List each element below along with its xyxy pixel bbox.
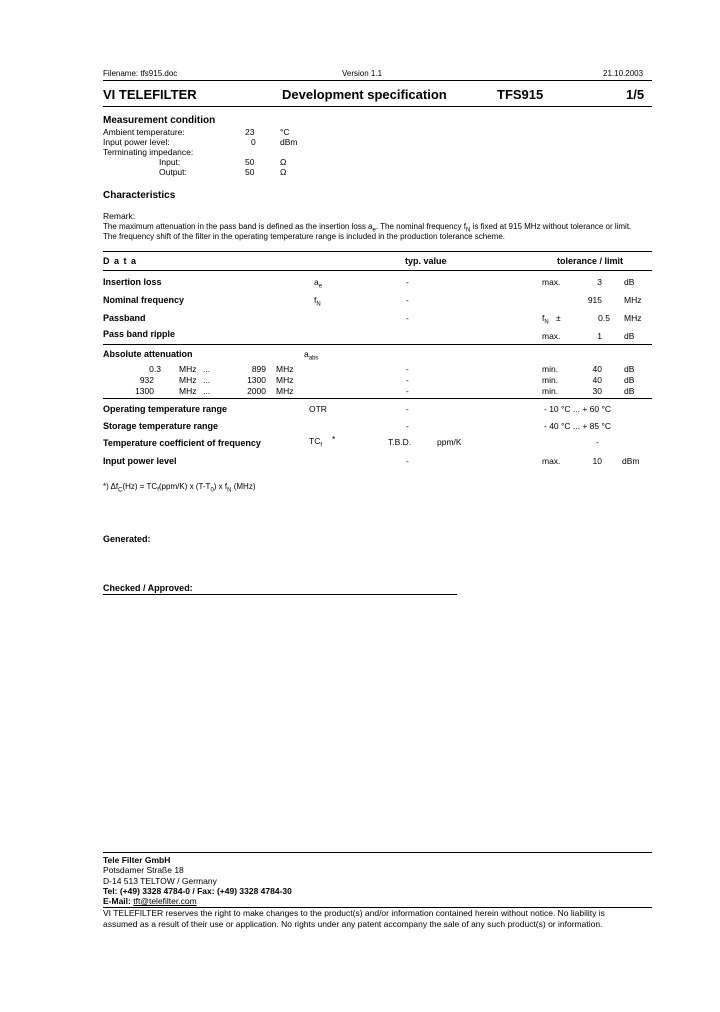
abs-att-typ: - (406, 364, 409, 374)
checked-label: Checked / Approved: (103, 583, 193, 593)
company-title (103, 87, 197, 102)
footer-rule (103, 852, 652, 853)
insertion-loss-symbol (314, 277, 322, 290)
tc-label: Temperature coefficient of frequency (103, 438, 261, 448)
abs-att-unit: dB (624, 375, 635, 385)
fn-a: *) Δf (103, 482, 119, 491)
remark-text-b: . The nominal frequency f (375, 222, 466, 231)
table-rule-lower (103, 398, 652, 399)
insertion-loss-unit: dB (624, 277, 635, 287)
footer-tel: Tel: (+49) 3328 4784-0 / Fax: (+49) 3328 4784-30 (103, 886, 292, 896)
abs-att-symbol (304, 349, 318, 362)
pb-ref: f (542, 313, 545, 323)
tc-sym: TC (309, 436, 321, 446)
abs-att-u1: MHz (179, 364, 197, 374)
nominal-freq-symbol (314, 295, 321, 308)
abs-att-qual: min. (542, 364, 559, 374)
passband-unit: MHz (624, 313, 642, 323)
input-power-qual: max. (542, 456, 561, 466)
col-typ: typ. value (405, 256, 447, 266)
aa-sym: a (304, 349, 309, 359)
tc-star: * (332, 434, 336, 444)
remark-text-a: The maximum attenuation in the pass band is defined as the insertion loss a (103, 222, 373, 231)
tc-value: - (596, 437, 599, 447)
il-sym-sub: e (318, 283, 323, 290)
aa-sym-sub: abs (308, 355, 319, 362)
abs-att-qual: min. (542, 375, 559, 385)
abs-att-to: 899 (251, 364, 266, 374)
part-number: TFS915 (497, 87, 544, 102)
fn-e: (MHz) (231, 482, 256, 491)
ambient-label: Ambient temperature: (103, 127, 185, 137)
footer-street: Potsdamer Straße 18 (103, 865, 184, 875)
abs-att-dots: ... (203, 364, 211, 374)
passband-value: 0.5 (598, 313, 610, 323)
col-data: D a t a (103, 256, 138, 266)
input-label: Input: (159, 157, 181, 167)
nf-sym: f (314, 295, 317, 305)
power-unit: dBm (280, 137, 298, 147)
impedance-label: Terminating impedance: (103, 147, 194, 157)
abs-att-dots: ... (203, 386, 211, 396)
email-link[interactable]: tft@telefilter.com (133, 896, 197, 906)
disclaimer-line-1: VI TELEFILTER reserves the right to make changes to the product(s) and/or information contained herein without notice. No liability is (103, 908, 605, 918)
abs-att-to: 1300 (247, 375, 266, 385)
input-power-unit: dBm (622, 456, 640, 466)
passband-label: Passband (103, 313, 146, 323)
email-label: E-Mail: (103, 896, 131, 906)
abs-att-u2: MHz (276, 375, 294, 385)
nominal-freq-label: Nominal frequency (103, 295, 185, 305)
abs-att-unit: dB (624, 386, 635, 396)
abs-att-unit: dB (624, 364, 635, 374)
ripple-value: 1 (597, 331, 602, 341)
abs-att-value: 30 (592, 386, 602, 396)
abs-att-typ: - (406, 386, 409, 396)
footer-city: D-14 513 TELTOW / Germany (103, 876, 217, 886)
header-rule-bottom (103, 106, 652, 107)
nominal-freq-unit: MHz (624, 295, 642, 305)
footnote (103, 482, 255, 494)
abs-att-qual: min. (542, 386, 559, 396)
fn-c: (ppm/K) x (T-T (158, 482, 211, 491)
abs-att-u1: MHz (179, 375, 197, 385)
ripple-label: Pass band ripple (103, 329, 176, 339)
tc-typ: T.B.D. (388, 437, 412, 447)
remark-line-2: The frequency shift of the filter in the operating temperature range is included in the production tolerance scheme. (103, 232, 506, 241)
tc-sym-sub: f (320, 442, 323, 449)
company-name: VI TELEFILTER (103, 87, 197, 102)
input-power-value: 10 (592, 456, 602, 466)
fn-d: ) x f (213, 482, 228, 491)
output-value: 50 (245, 167, 255, 177)
tc-unit: ppm/K (437, 437, 462, 447)
pb-ref-sub: N (544, 319, 549, 326)
doc-type: Development specification (282, 87, 447, 102)
fn-sub2: f (157, 487, 159, 494)
storage-temp-value: - 40 °C ... + 85 °C (544, 421, 612, 431)
header-rule-top (103, 80, 652, 81)
filename: Filename: tfs915.doc (103, 69, 178, 78)
characteristics-title: Characteristics (103, 190, 176, 201)
nominal-freq-value: 915 (587, 295, 602, 305)
abs-att-from: 932 (139, 375, 154, 385)
input-unit: Ω (280, 157, 287, 167)
passband-ref (542, 313, 549, 326)
insertion-loss-qual: max. (542, 277, 561, 287)
op-temp-label: Operating temperature range (103, 404, 228, 414)
power-value: 0 (251, 137, 256, 147)
date: 21.10.2003 (603, 69, 644, 78)
abs-att-u2: MHz (276, 386, 294, 396)
input-power-label: Input power level (103, 456, 177, 466)
remark-sub-n: N (465, 227, 471, 234)
remark-text-c: is fixed at 915 MHz without tolerance or limit. (470, 222, 632, 231)
fn-b: (Hz) = TC (122, 482, 158, 491)
table-rule-mid (103, 344, 652, 345)
op-temp-symbol: OTR (309, 404, 327, 414)
passband-pm: ± (556, 313, 561, 323)
table-rule-header (103, 270, 652, 271)
signature-line (103, 594, 457, 595)
abs-att-value: 40 (592, 364, 602, 374)
abs-att-from: 1300 (135, 386, 154, 396)
abs-att-u2: MHz (276, 364, 294, 374)
op-temp-typ: - (406, 404, 409, 414)
abs-att-u1: MHz (179, 386, 197, 396)
ambient-unit: °C (280, 127, 290, 137)
version: Version 1.1 (342, 69, 383, 78)
output-unit: Ω (280, 167, 287, 177)
abs-att-to: 2000 (247, 386, 266, 396)
input-power-typ: - (406, 456, 409, 466)
output-label: Output: (159, 167, 187, 177)
generated-label: Generated: (103, 534, 151, 544)
page-number: 1/5 (626, 87, 645, 102)
footer-company: Tele Filter GmbH (103, 855, 171, 865)
table-rule-top (103, 251, 652, 252)
abs-att-dots: ... (203, 375, 211, 385)
insertion-loss-label: Insertion loss (103, 277, 162, 287)
ambient-value: 23 (245, 127, 255, 137)
storage-temp-label: Storage temperature range (103, 421, 219, 431)
nominal-freq-typ: - (406, 295, 409, 305)
col-tolerance: tolerance / limit (557, 256, 624, 266)
passband-typ: - (406, 313, 409, 323)
disclaimer-line-2: assumed as a result of their use or application. No rights under any patent accompany the sale of any such product(s) or information. (103, 919, 603, 929)
insertion-loss-value: 3 (597, 277, 602, 287)
storage-temp-typ: - (406, 421, 409, 431)
ripple-unit: dB (624, 331, 635, 341)
footer-email-line (103, 896, 197, 906)
tc-symbol (309, 436, 322, 449)
measurement-title: Measurement condition (103, 115, 216, 126)
input-value: 50 (245, 157, 255, 167)
remark-label: Remark: (103, 211, 136, 221)
abs-att-from: 0.3 (149, 364, 161, 374)
nf-sym-sub: N (316, 301, 321, 308)
il-sym: a (314, 277, 319, 287)
insertion-loss-typ: - (406, 277, 409, 287)
remark-sub-e: e (372, 227, 376, 234)
fn-sub4: N (227, 487, 232, 494)
fn-sub1: C (118, 487, 123, 494)
abs-att-label: Absolute attenuation (103, 349, 193, 359)
power-label: Input power level: (103, 137, 170, 147)
fn-sub3: 0 (210, 487, 214, 494)
ripple-qual: max. (542, 331, 561, 341)
abs-att-value: 40 (592, 375, 602, 385)
abs-att-typ: - (406, 375, 409, 385)
op-temp-value: - 10 °C ... + 60 °C (544, 404, 612, 414)
